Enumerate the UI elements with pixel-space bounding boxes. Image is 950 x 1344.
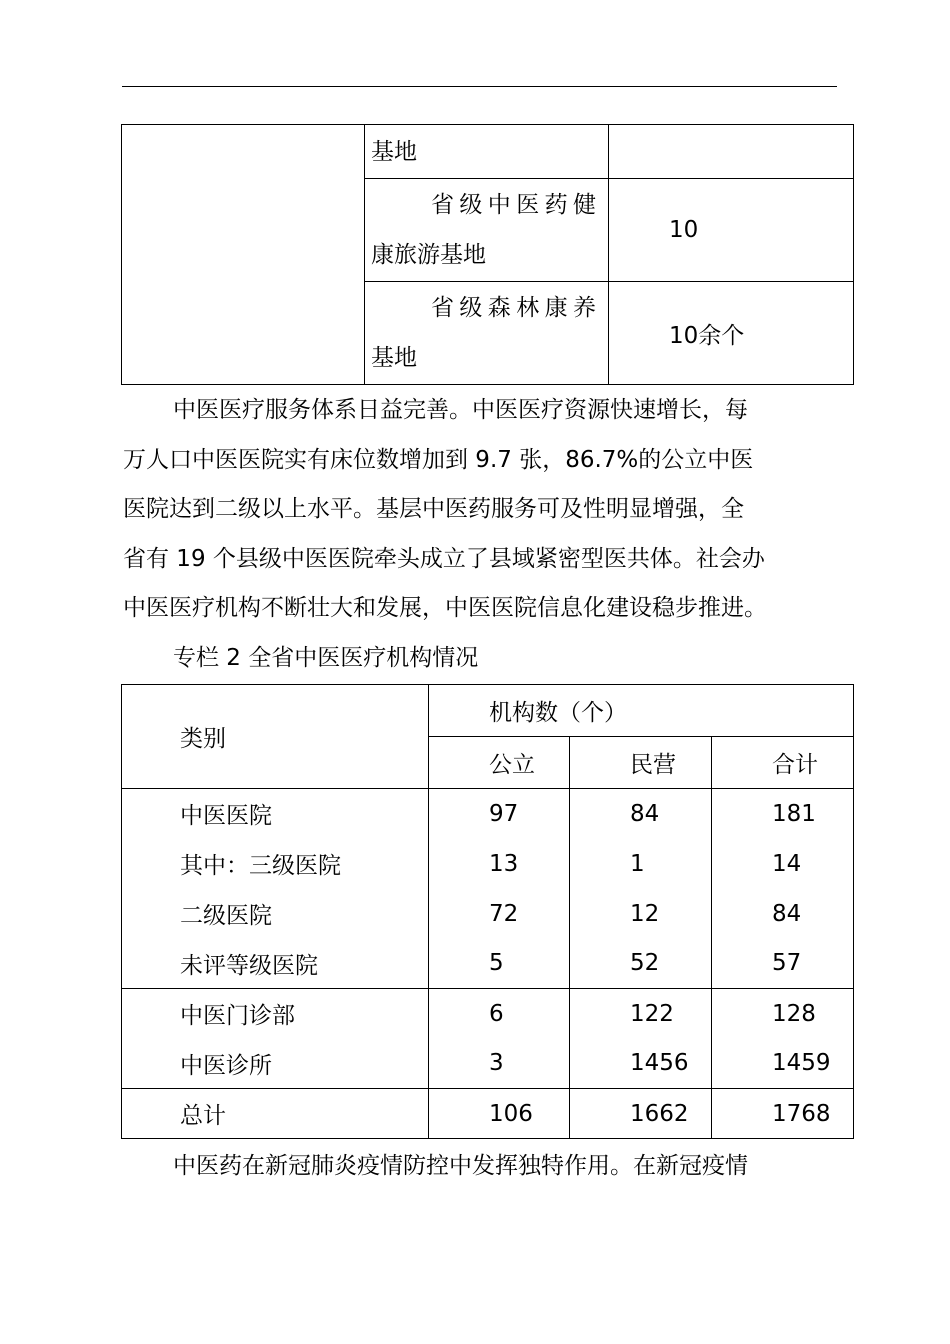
bases-table (121, 124, 854, 385)
base-name-cell: 省级中医药健 康旅游基地 (365, 179, 609, 282)
base-count-cell (609, 125, 854, 179)
table-row (122, 125, 854, 179)
count-group-header: 机构数（个） (429, 685, 854, 737)
table-row: 二级医院 72 12 84 (122, 889, 854, 939)
public-header: 公立 (429, 737, 570, 789)
table-row: 中医门诊部 6 122 128 (122, 989, 854, 1039)
total-row: 总计 106 1662 1768 (122, 1089, 854, 1139)
table-header-row (122, 685, 854, 737)
table-caption: 专栏 2 全省中医医疗机构情况 (173, 645, 479, 671)
trailing-paragraph-line: 中医药在新冠肺炎疫情防控中发挥独特作用。在新冠疫情 (173, 1153, 748, 1179)
private-header: 民营 (570, 737, 712, 789)
category-header: 类别 (122, 685, 429, 789)
institutions-table (121, 684, 854, 1139)
base-name-cell: 省级森林康养 基地 (365, 282, 609, 385)
base-count-cell: 10余个 (609, 282, 854, 385)
base-count-cell: 10 (609, 179, 854, 282)
table-row: 未评等级医院 5 52 57 (122, 939, 854, 989)
body-paragraph: 中医医疗服务体系日益完善。中医医疗资源快速增长，每 万人口中医医院实有床位数增加到 9.7 张，86.7%的公立中医 医院达到二级以上水平。基层中医药服务可及性明显增强，全 省有 19 个县级中医医院牵头成立了县域紧密型医共体。社会办 中医医疗机构不断壮大和发展，中医医院信息化建设稳步推进。 (123, 397, 767, 621)
table-row: 其中：三级医院 13 1 14 (122, 839, 854, 889)
table-row: 中医诊所 3 1456 1459 (122, 1039, 854, 1089)
base-name-cell: 基地 (365, 125, 609, 179)
table-row: 中医医院 97 84 181 (122, 789, 854, 839)
total-header: 合计 (712, 737, 854, 789)
empty-category-cell (122, 125, 365, 385)
header-rule (122, 86, 837, 87)
